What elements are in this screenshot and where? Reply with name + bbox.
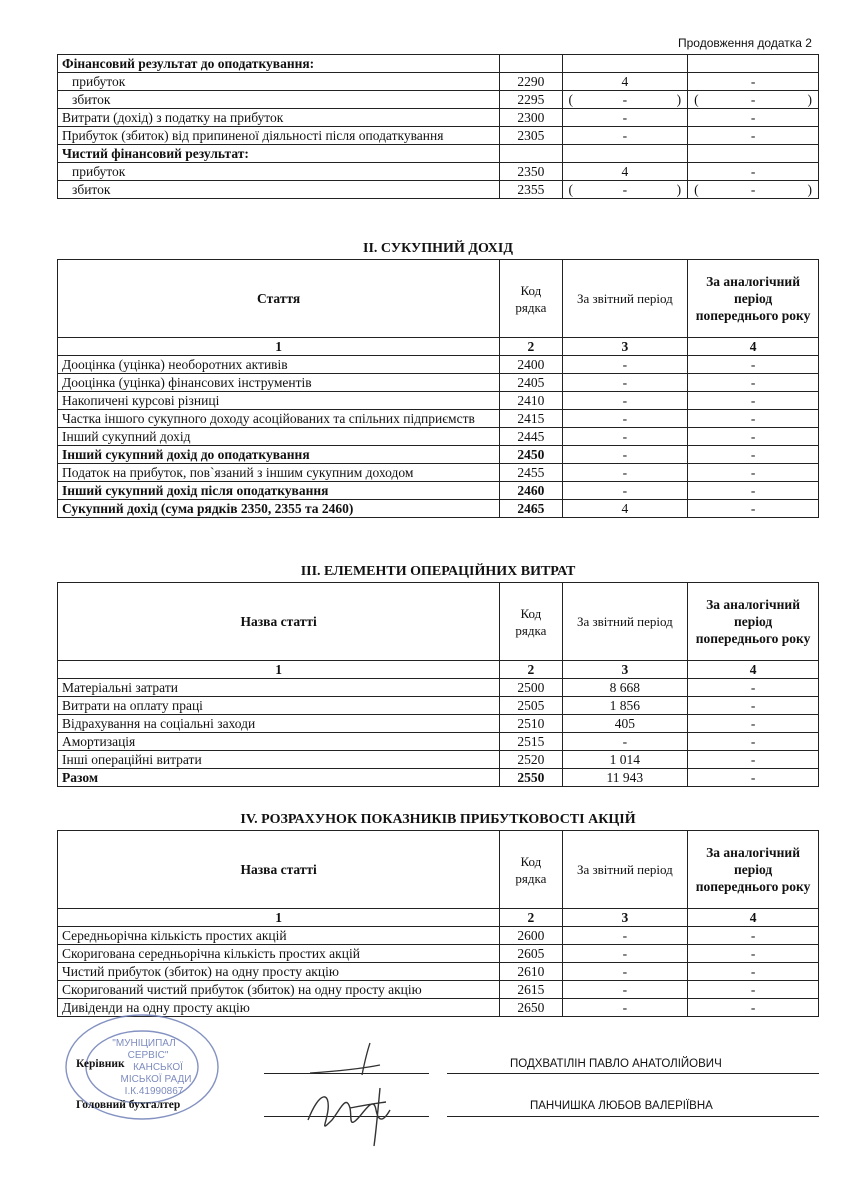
row-code: 2300 [500, 109, 562, 127]
value: - [750, 182, 756, 197]
accountant-name-line [447, 1116, 819, 1117]
current-period-value: 4 [562, 500, 688, 518]
col-header-item: Назва статті [58, 583, 500, 661]
current-period-value: - [562, 963, 688, 981]
table-row [58, 945, 819, 963]
row-label: Інші операційні витрати [58, 751, 500, 769]
previous-period-value: - [688, 981, 819, 999]
current-period-value [562, 55, 688, 73]
col-number: 2 [500, 909, 562, 927]
row-label: Інший сукупний дохід після оподаткування [58, 482, 500, 500]
row-label: Середньорічна кількість простих акцій [58, 927, 500, 945]
col-number: 4 [688, 338, 819, 356]
previous-period-value: - [688, 127, 819, 145]
col-header-item: Стаття [58, 260, 500, 338]
row-code: 2510 [500, 715, 562, 733]
table-row [58, 981, 819, 999]
table-row [58, 769, 819, 787]
current-period-value: - [562, 446, 688, 464]
col-header-current: За звітний період [562, 583, 688, 661]
row-code: 2445 [500, 428, 562, 446]
open-paren: ( [694, 92, 699, 107]
row-label: Сукупний дохід (сума рядків 2350, 2355 та 2460) [58, 500, 500, 518]
col-header-code: Код рядка [500, 583, 562, 661]
col-number: 3 [562, 338, 688, 356]
table-row [58, 927, 819, 945]
row-label: Разом [58, 769, 500, 787]
previous-period-value: - [688, 769, 819, 787]
current-period-value: 8 668 [562, 679, 688, 697]
row-label: Фінансовий результат до оподаткування: [58, 55, 500, 73]
table-row [58, 715, 819, 733]
stamp-text: СЕРВІС" [127, 1050, 169, 1061]
row-code: 2295 [500, 91, 562, 109]
table-row [58, 500, 819, 518]
col-header-code: Код рядка [500, 260, 562, 338]
row-label: Дооцінка (уцінка) необоротних активів [58, 356, 500, 374]
comprehensive-income-table [57, 259, 819, 518]
row-label: Частка іншого сукупного доходу асоційованих та спільних підприємств [58, 410, 500, 428]
previous-period-value: - [688, 392, 819, 410]
current-period-value [562, 181, 688, 199]
previous-period-value: - [688, 733, 819, 751]
row-code: 2500 [500, 679, 562, 697]
open-paren: ( [694, 182, 699, 197]
current-period-value: - [562, 127, 688, 145]
table-row [58, 109, 819, 127]
close-paren: ) [807, 182, 812, 197]
accountant-signature-image [290, 1080, 420, 1150]
table-row [58, 963, 819, 981]
col-number: 4 [688, 909, 819, 927]
previous-period-value: - [688, 446, 819, 464]
head-name: ПОДХВАТІЛІН ПАВЛО АНАТОЛІЙОВИЧ [510, 1058, 722, 1070]
close-paren: ) [807, 92, 812, 107]
row-code: 2505 [500, 697, 562, 715]
table-row [58, 55, 819, 73]
current-period-value: 4 [562, 163, 688, 181]
row-code: 2550 [500, 769, 562, 787]
col-number: 3 [562, 909, 688, 927]
open-paren: ( [568, 182, 574, 197]
row-code: 2605 [500, 945, 562, 963]
col-header-item: Назва статті [58, 831, 500, 909]
row-code: 2600 [500, 927, 562, 945]
table-row [58, 392, 819, 410]
table-row [58, 181, 819, 199]
table-row [58, 410, 819, 428]
row-label: Матеріальні затрати [58, 679, 500, 697]
row-code: 2415 [500, 410, 562, 428]
row-code: 2615 [500, 981, 562, 999]
row-code: 2610 [500, 963, 562, 981]
head-signature-image [300, 1035, 420, 1080]
row-code: 2650 [500, 999, 562, 1017]
row-label: Дивіденди на одну просту акцію [58, 999, 500, 1017]
col-number: 4 [688, 661, 819, 679]
stamp-text: КАНСЬКОЇ [133, 1062, 183, 1073]
row-label: Витрати (дохід) з податку на прибуток [58, 109, 500, 127]
row-label: Витрати на оплату праці [58, 697, 500, 715]
financial-result-table [57, 54, 819, 199]
current-period-value: 11 943 [562, 769, 688, 787]
current-period-value: - [562, 733, 688, 751]
col-number: 1 [58, 661, 500, 679]
section-2-title: II. СУКУПНИЙ ДОХІД [363, 241, 513, 256]
current-period-value: 4 [562, 73, 688, 91]
current-period-value: 405 [562, 715, 688, 733]
previous-period-value [688, 145, 819, 163]
current-period-value: - [562, 981, 688, 999]
table-row [58, 73, 819, 91]
table-row [58, 482, 819, 500]
current-period-value: 1 014 [562, 751, 688, 769]
row-code: 2290 [500, 73, 562, 91]
previous-period-value: - [688, 73, 819, 91]
row-code: 2410 [500, 392, 562, 410]
current-period-value: - [562, 945, 688, 963]
row-label: Амортизація [58, 733, 500, 751]
stamp-text: І.К.41990867 [124, 1086, 184, 1097]
table-row [58, 374, 819, 392]
col-number: 1 [58, 338, 500, 356]
col-number: 2 [500, 661, 562, 679]
previous-period-value: - [688, 999, 819, 1017]
table-row [58, 751, 819, 769]
row-label: Скоригований чистий прибуток (збиток) на одну просту акцію [58, 981, 500, 999]
col-header-previous: За аналогічний період попереднього року [688, 583, 819, 661]
current-period-value: - [562, 999, 688, 1017]
table-row [58, 127, 819, 145]
col-number: 2 [500, 338, 562, 356]
section-4-title: IV. РОЗРАХУНОК ПОКАЗНИКІВ ПРИБУТКОВОСТІ АКЦІЙ [240, 812, 636, 827]
row-code: 2450 [500, 446, 562, 464]
row-code: 2465 [500, 500, 562, 518]
row-label: прибуток [58, 73, 500, 91]
previous-period-value: - [688, 428, 819, 446]
previous-period-value [688, 181, 819, 199]
row-code [500, 55, 562, 73]
row-code: 2405 [500, 374, 562, 392]
row-label: Чистий фінансовий результат: [58, 145, 500, 163]
stamp-text: МІСЬКОЇ РАДИ [120, 1074, 192, 1085]
current-period-value: - [562, 927, 688, 945]
current-period-value: - [562, 410, 688, 428]
current-period-value: - [562, 464, 688, 482]
row-code: 2520 [500, 751, 562, 769]
current-period-value: - [562, 428, 688, 446]
col-header-previous: За аналогічний період попереднього року [688, 831, 819, 909]
col-header-code: Код рядка [500, 831, 562, 909]
previous-period-value: - [688, 697, 819, 715]
close-paren: ) [676, 182, 682, 197]
row-label: Податок на прибуток, пов`язаний з іншим сукупним доходом [58, 464, 500, 482]
previous-period-value: - [688, 715, 819, 733]
current-period-value: 1 856 [562, 697, 688, 715]
row-code: 2400 [500, 356, 562, 374]
share-profitability-table [57, 830, 819, 1017]
previous-period-value: - [688, 963, 819, 981]
row-code: 2460 [500, 482, 562, 500]
table-row [58, 163, 819, 181]
current-period-value: - [562, 392, 688, 410]
value: - [622, 182, 628, 197]
row-label: Накопичені курсові різниці [58, 392, 500, 410]
table-row [58, 428, 819, 446]
previous-period-value: - [688, 945, 819, 963]
previous-period-value: - [688, 163, 819, 181]
previous-period-value: - [688, 679, 819, 697]
current-period-value [562, 91, 688, 109]
row-label: Прибуток (збиток) від припиненої діяльності після оподаткування [58, 127, 500, 145]
table-row [58, 679, 819, 697]
table-row [58, 145, 819, 163]
previous-period-value: - [688, 410, 819, 428]
previous-period-value [688, 91, 819, 109]
col-header-current: За звітний період [562, 831, 688, 909]
row-code [500, 145, 562, 163]
row-code: 2355 [500, 181, 562, 199]
previous-period-value: - [688, 464, 819, 482]
open-paren: ( [568, 92, 574, 107]
row-label: Дооцінка (уцінка) фінансових інструментів [58, 374, 500, 392]
operating-expenses-table [57, 582, 819, 787]
appendix-continuation-note: Продовження додатка 2 [678, 36, 812, 50]
table-row [58, 697, 819, 715]
current-period-value [562, 145, 688, 163]
table-row [58, 91, 819, 109]
previous-period-value: - [688, 482, 819, 500]
col-header-current: За звітний період [562, 260, 688, 338]
value: - [622, 92, 628, 107]
row-label: Інший сукупний дохід [58, 428, 500, 446]
row-code: 2455 [500, 464, 562, 482]
close-paren: ) [676, 92, 682, 107]
table-row [58, 464, 819, 482]
value: - [750, 92, 756, 107]
current-period-value: - [562, 374, 688, 392]
row-code: 2305 [500, 127, 562, 145]
section-3-title: III. ЕЛЕМЕНТИ ОПЕРАЦІЙНИХ ВИТРАТ [300, 564, 576, 579]
row-label: Інший сукупний дохід до оподаткування [58, 446, 500, 464]
previous-period-value: - [688, 109, 819, 127]
accountant-name: ПАНЧИШКА ЛЮБОВ ВАЛЕРІЇВНА [530, 1100, 713, 1112]
current-period-value: - [562, 356, 688, 374]
accountant-label: Головний бухгалтер [76, 1099, 181, 1111]
row-label: Скоригована середньорічна кількість простих акцій [58, 945, 500, 963]
row-label: Чистий прибуток (збиток) на одну просту акцію [58, 963, 500, 981]
table-row [58, 446, 819, 464]
col-header-previous: За аналогічний період попереднього року [688, 260, 819, 338]
previous-period-value [688, 55, 819, 73]
current-period-value: - [562, 109, 688, 127]
previous-period-value: - [688, 374, 819, 392]
table-row [58, 733, 819, 751]
col-number: 1 [58, 909, 500, 927]
current-period-value: - [562, 482, 688, 500]
row-label: збиток [58, 181, 500, 199]
head-name-line [447, 1073, 819, 1074]
col-number: 3 [562, 661, 688, 679]
row-label: Відрахування на соціальні заходи [58, 715, 500, 733]
stamp-text: "МУНІЦИПАЛ [112, 1038, 176, 1049]
row-code: 2515 [500, 733, 562, 751]
row-label: збиток [58, 91, 500, 109]
previous-period-value: - [688, 356, 819, 374]
previous-period-value: - [688, 927, 819, 945]
table-row [58, 356, 819, 374]
previous-period-value: - [688, 500, 819, 518]
row-code: 2350 [500, 163, 562, 181]
previous-period-value: - [688, 751, 819, 769]
row-label: прибуток [58, 163, 500, 181]
head-label: Керівник [76, 1058, 125, 1070]
